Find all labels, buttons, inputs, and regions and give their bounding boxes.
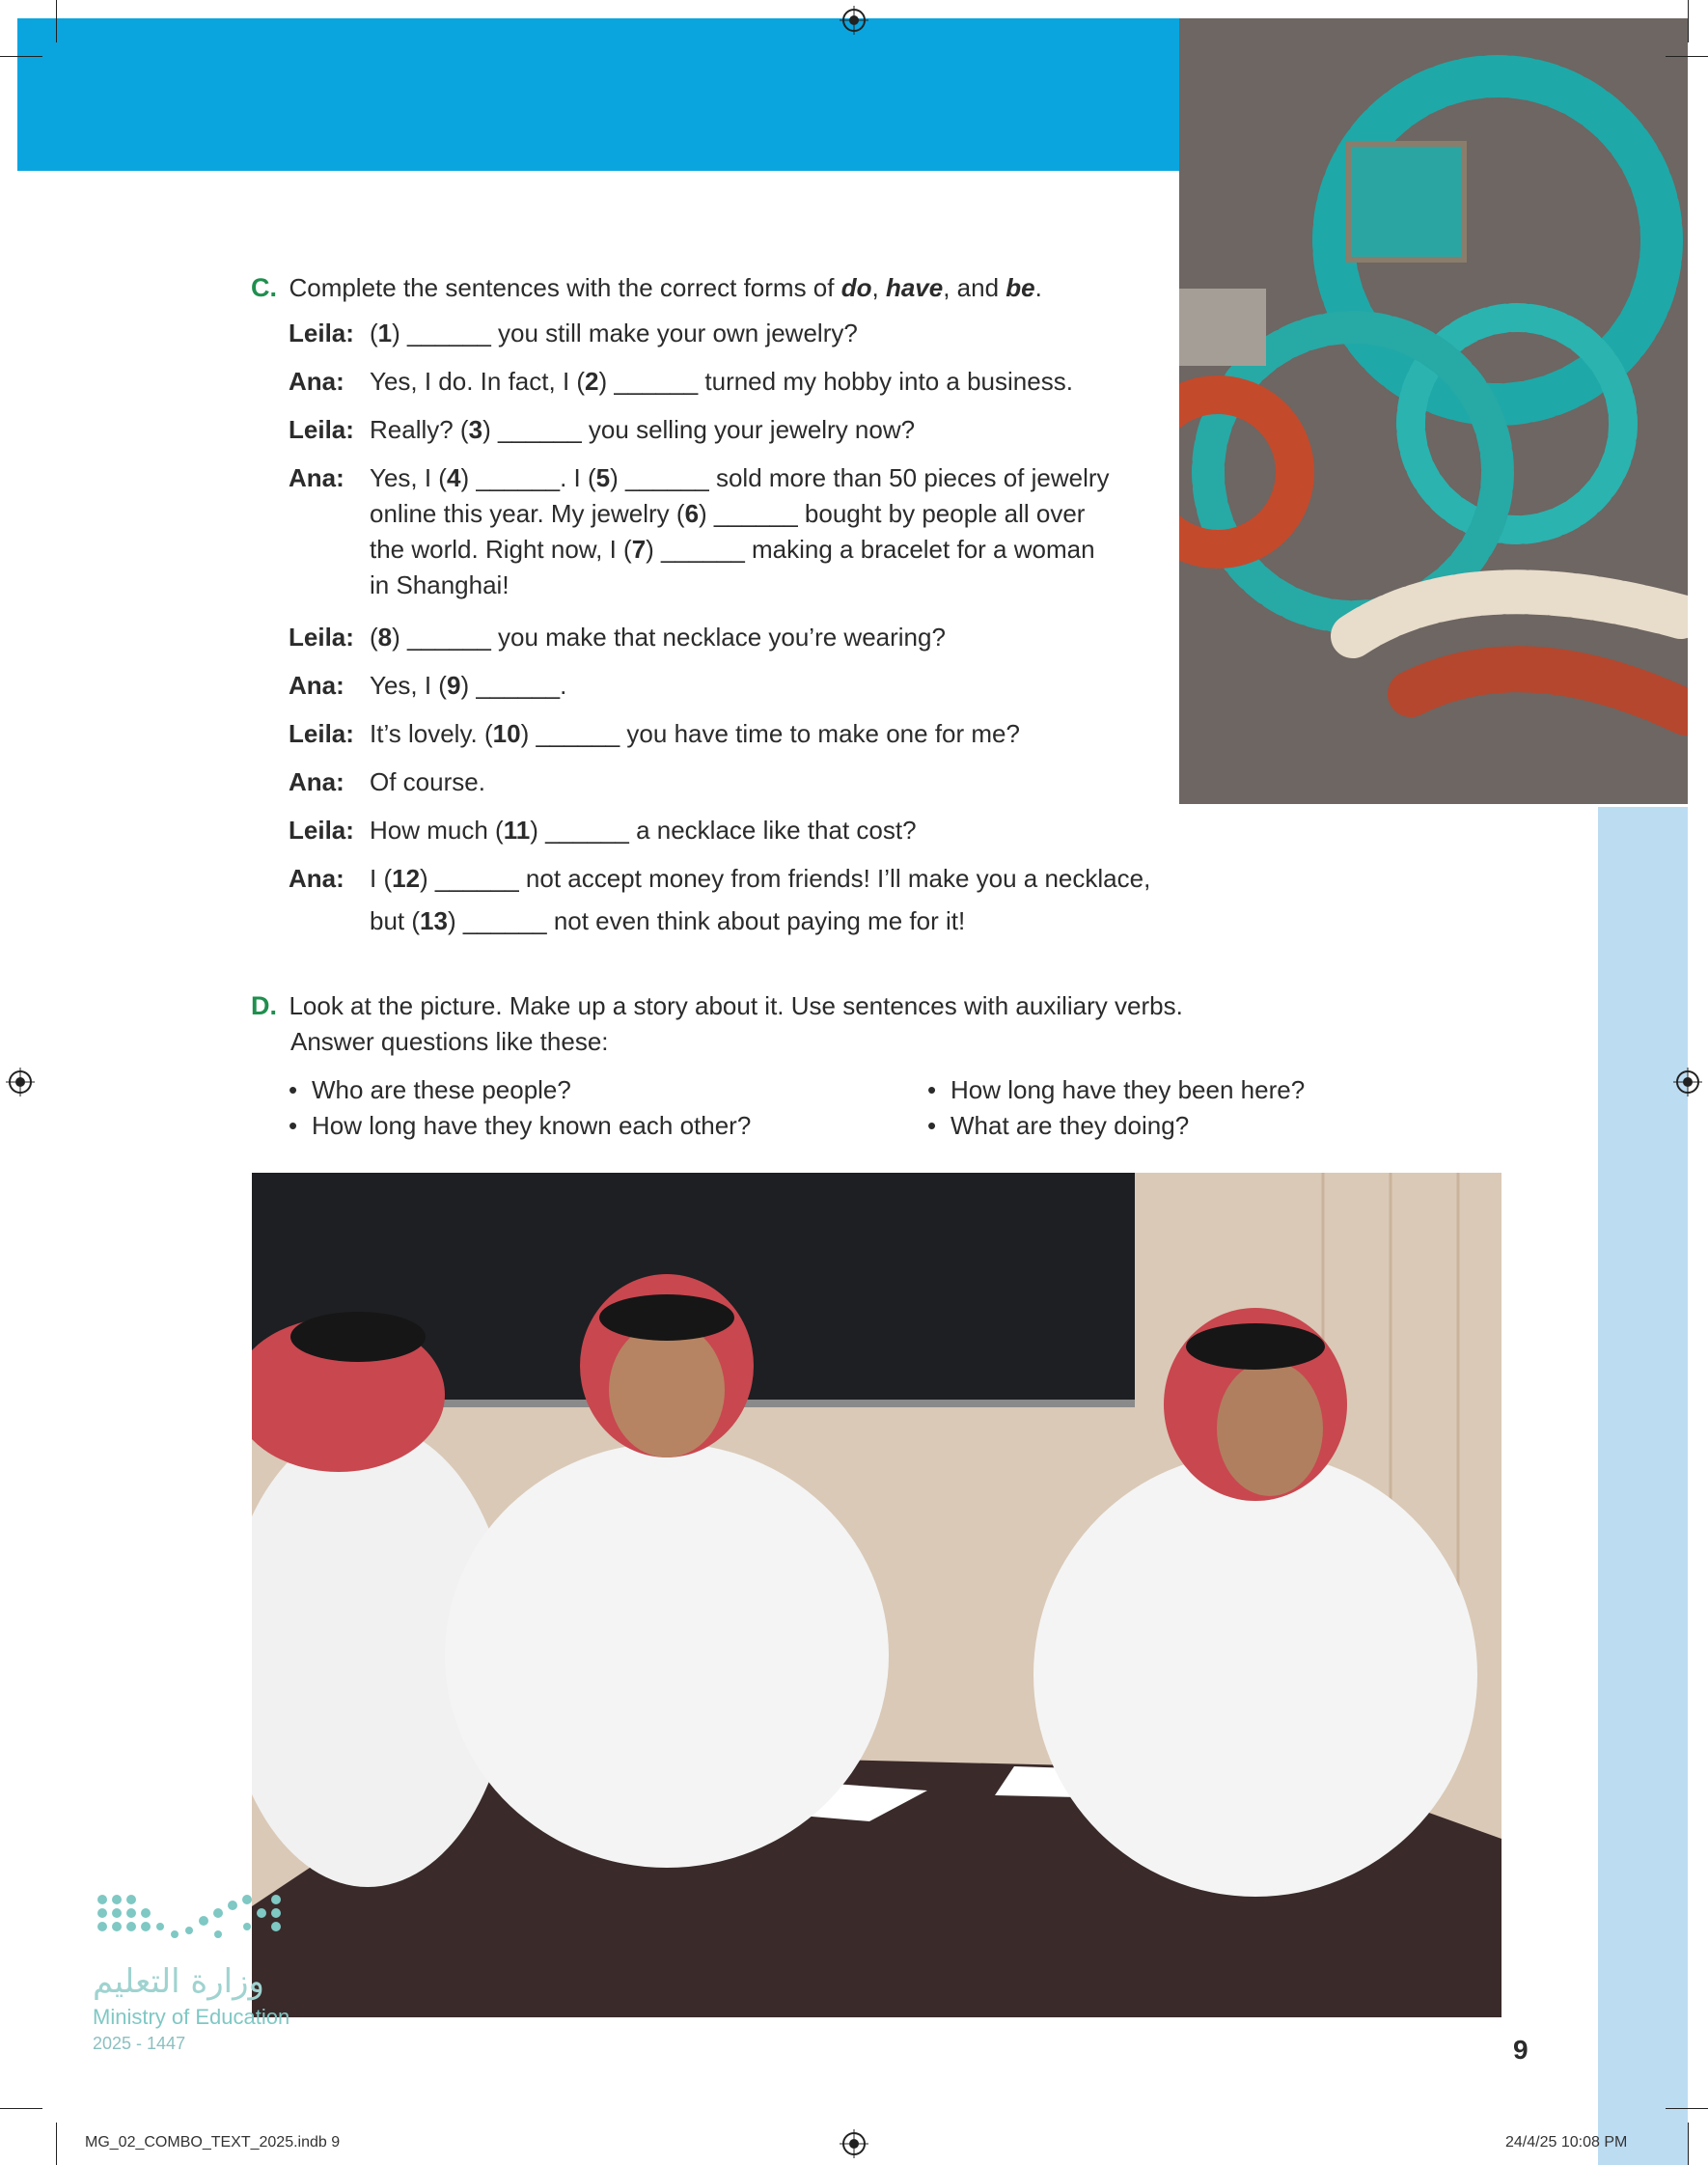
footer-date: 24/4/25 10:08 PM [1505,2134,1628,2151]
separator: , and [943,273,1006,302]
question-item: What are they doing? [950,1111,1190,1140]
jewelry-photo [1179,18,1688,804]
dialogue-line: Of course. [370,767,485,796]
dialogue-line: online this year. My jewelry (6) ______ bought by people all over [370,499,1086,528]
dialogue-line: I (12) ______ not accept money from friends! I’ll make you a necklace, [370,864,1151,893]
registration-mark-icon [840,6,868,35]
dialogue-speaker: Ana: [289,864,344,893]
exercise-d-instruction-line1: Look at the picture. Make up a story about it. Use sentences with auxiliary verbs. [289,991,1183,1020]
crop-mark [0,56,42,57]
question-item: How long have they known each other? [312,1111,752,1140]
dialogue-line: Yes, I (4) ______. I (5) ______ sold more than 50 pieces of jewelry [370,463,1110,492]
exercise-c-heading [251,273,1042,303]
question-bullet: • [289,1075,298,1104]
meeting-illustration [252,1173,1501,2017]
meeting-photo [252,1173,1501,2017]
ministry-arabic-name: وزارة التعليم [93,1962,264,2001]
question-bullet: • [927,1075,937,1104]
dialogue-speaker: Leila: [289,623,354,652]
question-bullet: • [927,1111,937,1140]
period: . [1034,273,1042,302]
ministry-year: 2025 - 1447 [93,2034,186,2053]
dialogue-line: but (13) ______ not even think about paying me for it! [370,906,966,935]
page-number: 9 [1513,2035,1529,2065]
registration-mark-icon [6,1068,35,1096]
ministry-dots-icon [93,1892,315,1950]
side-color-strip [1598,807,1688,2165]
crop-mark [1688,0,1689,42]
instruction-text: Complete the sentences with the correct forms of [289,273,841,302]
question-item: How long have they been here? [950,1075,1306,1104]
dialogue-line: Yes, I (9) ______. [370,671,567,700]
separator: , [871,273,886,302]
keyword-have: have [885,273,944,302]
dialogue-line: the world. Right now, I (7) ______ making a bracelet for a woman [370,535,1095,564]
registration-mark-icon [1673,1068,1702,1096]
dialogue-speaker: Leila: [289,319,354,347]
dialogue-speaker: Ana: [289,671,344,700]
crop-mark [56,0,57,42]
question-item: Who are these people? [312,1075,571,1104]
dialogue-speaker: Ana: [289,767,344,796]
keyword-do: do [840,273,872,302]
dialogue-line: Yes, I do. In fact, I (2) ______ turned my hobby into a business. [370,367,1073,396]
dialogue-speaker: Leila: [289,816,354,845]
question-bullet: • [289,1111,298,1140]
crop-mark [1666,56,1708,57]
exercise-d-letter: D. [251,991,277,1020]
registration-mark-icon [840,2129,868,2158]
dialogue-speaker: Ana: [289,463,344,492]
crop-mark [56,2123,57,2165]
dialogue-line: It’s lovely. (10) ______ you have time to make one for me? [370,719,1020,748]
ministry-logo [93,1892,315,2085]
dialogue-line: (8) ______ you make that necklace you’re wearing? [370,623,946,652]
crop-mark [1666,2108,1708,2109]
dialogue-speaker: Leila: [289,719,354,748]
jewelry-illustration [1179,18,1688,804]
dialogue-speaker: Leila: [289,415,354,444]
dialogue-line: in Shanghai! [370,570,510,599]
dialogue-line: Really? (3) ______ you selling your jewelry now? [370,415,916,444]
dialogue-speaker: Ana: [289,367,344,396]
header-band [17,18,1179,171]
exercise-c-letter: C. [251,273,277,302]
crop-mark [0,2108,42,2109]
ministry-english-name: Ministry of Education [93,2005,290,2029]
exercise-d-instruction-line2: Answer questions like these: [290,1027,609,1056]
exercise-d-heading [251,991,1183,1021]
dialogue-line: How much (11) ______ a necklace like that cost? [370,816,917,845]
crop-mark [1688,2123,1689,2165]
dialogue-line: (1) ______ you still make your own jewelry? [370,319,858,347]
footer-file: MG_02_COMBO_TEXT_2025.indb 9 [85,2134,341,2151]
exercise-c-instruction [289,273,1041,302]
keyword-be: be [1006,273,1035,302]
